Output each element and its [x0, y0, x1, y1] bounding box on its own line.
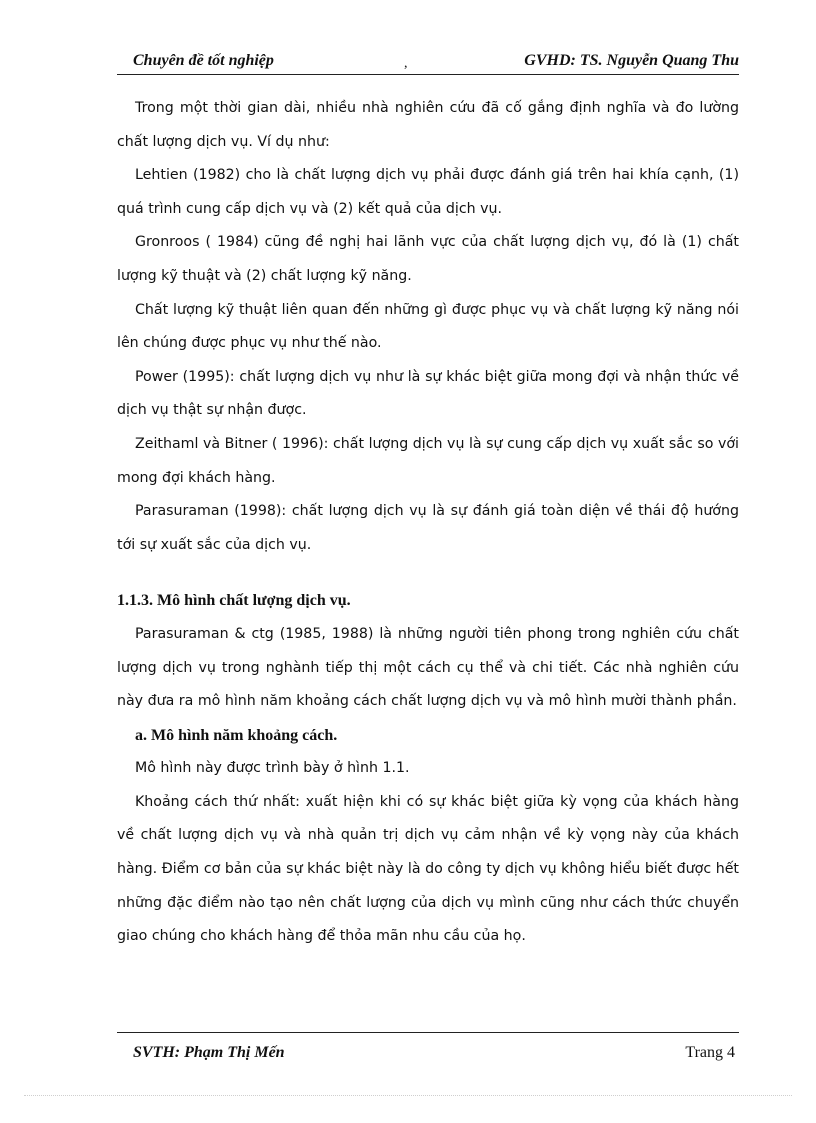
paragraph: Chất lượng kỹ thuật liên quan đến những gì được phục vụ và chất lượng kỹ năng nói lên chúng được phục vụ như thế nào.	[117, 301, 739, 352]
page-number: Trang 4	[685, 1044, 735, 1061]
paragraph: Khoảng cách thứ nhất: xuất hiện khi có sự khác biệt giữa kỳ vọng của khách hàng về chất lượng dịch vụ và nhà quản trị dịch vụ cảm nhận về kỳ vọng này của khách hàng. Điểm cơ bản của sự khác biệt này là do công ty dịch vụ không hiểu biết được hết những đặc điểm nào tạo nên chất lượng của dịch vụ mình cũng như cách thức chuyển giao chúng cho khách hàng để thỏa mãn nhu cầu của họ.	[117, 793, 739, 945]
paragraph: Gronroos ( 1984) cũng đề nghị hai lãnh vực của chất lượng dịch vụ, đó là (1) chất lượng kỹ thuật và (2) chất lượng kỹ năng.	[117, 234, 739, 284]
paragraph: Power (1995): chất lượng dịch vụ như là sự khác biệt giữa mong đợi và nhận thức về dịch vụ thật sự nhận được.	[117, 368, 739, 419]
paragraph: Mô hình này được trình bày ở hình 1.1.	[135, 760, 410, 777]
paragraph: Zeithaml và Bitner ( 1996): chất lượng dịch vụ là sự cung cấp dịch vụ xuất sắc so với mong đợi khách hàng.	[117, 435, 739, 486]
footer-rule	[117, 1032, 739, 1033]
header-stray-mark: ,	[404, 56, 408, 71]
page-body	[117, 92, 739, 954]
subsection-heading: a. Mô hình năm khoảng cách.	[135, 726, 338, 744]
footer-student-name: SVTH: Phạm Thị Mến	[133, 1044, 285, 1061]
paragraph: Parasuraman (1998): chất lượng dịch vụ là sự đánh giá toàn diện về thái độ hướng tới sự xuất sắc của dịch vụ.	[117, 503, 739, 553]
section-heading: 1.1.3. Mô hình chất lượng dịch vụ.	[117, 592, 351, 610]
page-footer	[117, 1042, 739, 1068]
header-document-title: Chuyên đề tốt nghiệp	[133, 52, 274, 69]
paragraph: Trong một thời gian dài, nhiều nhà nghiên cứu đã cố gắng định nghĩa và đo lường chất lượng dịch vụ. Ví dụ như:	[117, 100, 739, 150]
header-supervisor: GVHD: TS. Nguyễn Quang Thu	[524, 52, 739, 69]
page-edge-divider	[24, 1095, 792, 1096]
paragraph: Parasuraman & ctg (1985, 1988) là những người tiên phong trong nghiên cứu chất lượng dịch vụ trong nghành tiếp thị một cách cụ thể và chi tiết. Các nhà nghiên cứu này đưa ra mô hình năm khoảng cách chất lượng dịch vụ và mô hình mười thành phần.	[117, 625, 739, 710]
header-rule	[117, 74, 739, 75]
paragraph: Lehtien (1982) cho là chất lượng dịch vụ phải được đánh giá trên hai khía cạnh, (1) quá trình cung cấp dịch vụ và (2) kết quả của dịch vụ.	[117, 167, 739, 217]
page-header	[117, 50, 739, 74]
